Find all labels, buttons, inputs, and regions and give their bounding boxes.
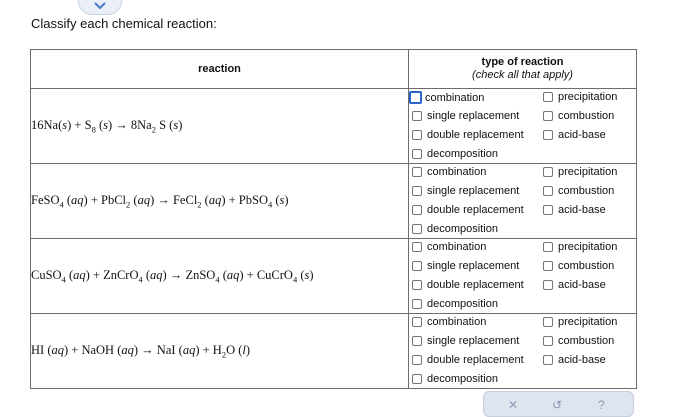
checkbox[interactable]	[412, 205, 422, 215]
reaction-type-options	[409, 164, 637, 239]
table-row	[31, 239, 637, 314]
header-type-title: type of reaction	[481, 56, 564, 68]
undo-icon[interactable]: ↺	[552, 398, 563, 412]
checkbox[interactable]	[543, 205, 553, 215]
checkbox[interactable]	[543, 317, 553, 327]
option-combustion[interactable]: combustion	[543, 335, 614, 347]
table-row	[31, 164, 637, 239]
reaction-equation: CuSO$_4$ (aq) + ZnCrO$_4$ (aq) → ZnSO$_4$ (aq) + CuCrO$_4$ (s)	[31, 239, 409, 314]
option-single-replacement[interactable]: single replacement	[412, 110, 519, 122]
checkbox[interactable]	[543, 242, 553, 252]
option-decomposition[interactable]: decomposition	[412, 373, 498, 385]
collapse-tab[interactable]	[78, 0, 122, 15]
option-acid-base[interactable]: acid-base	[543, 354, 606, 366]
checkbox[interactable]	[412, 224, 422, 234]
option-double-replacement[interactable]: double replacement	[412, 129, 524, 141]
option-single-replacement[interactable]: single replacement	[412, 260, 519, 272]
checkbox[interactable]	[543, 167, 553, 177]
checkbox[interactable]	[412, 186, 422, 196]
checkbox[interactable]	[412, 280, 422, 290]
option-combination[interactable]: combination	[411, 91, 484, 104]
option-combination[interactable]: combination	[412, 166, 486, 178]
header-reaction: reaction	[31, 50, 409, 89]
option-decomposition[interactable]: decomposition	[412, 223, 498, 235]
chevron-down-icon	[93, 1, 107, 11]
checkbox[interactable]	[412, 130, 422, 140]
checkbox[interactable]	[412, 299, 422, 309]
checkbox[interactable]	[409, 91, 422, 104]
option-single-replacement[interactable]: single replacement	[412, 185, 519, 197]
checkbox[interactable]	[412, 242, 422, 252]
option-precipitation[interactable]: precipitation	[543, 91, 617, 103]
close-icon[interactable]: ✕	[508, 398, 519, 412]
option-combustion[interactable]: combustion	[543, 185, 614, 197]
checkbox[interactable]	[543, 186, 553, 196]
checkbox[interactable]	[543, 336, 553, 346]
option-double-replacement[interactable]: double replacement	[412, 279, 524, 291]
checkbox[interactable]	[412, 317, 422, 327]
help-icon[interactable]: ?	[598, 398, 605, 412]
checkbox[interactable]	[412, 336, 422, 346]
checkbox[interactable]	[412, 355, 422, 365]
option-precipitation[interactable]: precipitation	[543, 241, 617, 253]
reaction-equation: $16Na(s) + S_8$ $(s) \to 8Na_2$ S (s)	[31, 89, 409, 164]
option-single-replacement[interactable]: single replacement	[412, 335, 519, 347]
reaction-equation: HI (aq) + NaOH (aq) → NaI $(aq) + H_2O$ (l)	[31, 314, 409, 389]
option-combination[interactable]: combination	[412, 241, 486, 253]
checkbox[interactable]	[543, 261, 553, 271]
question-prompt: Classify each chemical reaction:	[31, 16, 217, 31]
checkbox[interactable]	[543, 111, 553, 121]
option-combination[interactable]: combination	[412, 316, 486, 328]
reaction-equation: FeSO$_4$ (aq) + PbCl$_2$ (aq) → FeCl$_2$ (aq) + PbSO$_4$ (s)	[31, 164, 409, 239]
option-precipitation[interactable]: precipitation	[543, 166, 617, 178]
option-decomposition[interactable]: decomposition	[412, 298, 498, 310]
option-acid-base[interactable]: acid-base	[543, 129, 606, 141]
checkbox[interactable]	[412, 111, 422, 121]
reaction-type-options	[409, 314, 637, 389]
option-decomposition[interactable]: decomposition	[412, 148, 498, 160]
checkbox[interactable]	[412, 167, 422, 177]
option-acid-base[interactable]: acid-base	[543, 279, 606, 291]
table-row	[31, 89, 637, 164]
header-type	[409, 50, 637, 89]
header-type-subtitle: (check all that apply)	[472, 69, 573, 81]
checkbox[interactable]	[543, 280, 553, 290]
answer-toolbar	[483, 391, 634, 417]
reaction-type-options	[409, 89, 637, 164]
checkbox[interactable]	[412, 261, 422, 271]
option-double-replacement[interactable]: double replacement	[412, 354, 524, 366]
checkbox[interactable]	[412, 149, 422, 159]
option-acid-base[interactable]: acid-base	[543, 204, 606, 216]
reaction-type-options	[409, 239, 637, 314]
option-precipitation[interactable]: precipitation	[543, 316, 617, 328]
checkbox[interactable]	[543, 355, 553, 365]
option-double-replacement[interactable]: double replacement	[412, 204, 524, 216]
checkbox[interactable]	[543, 130, 553, 140]
table-row	[31, 314, 637, 389]
checkbox[interactable]	[412, 374, 422, 384]
checkbox[interactable]	[543, 92, 553, 102]
option-combustion[interactable]: combustion	[543, 110, 614, 122]
option-combustion[interactable]: combustion	[543, 260, 614, 272]
reaction-table	[30, 49, 637, 389]
